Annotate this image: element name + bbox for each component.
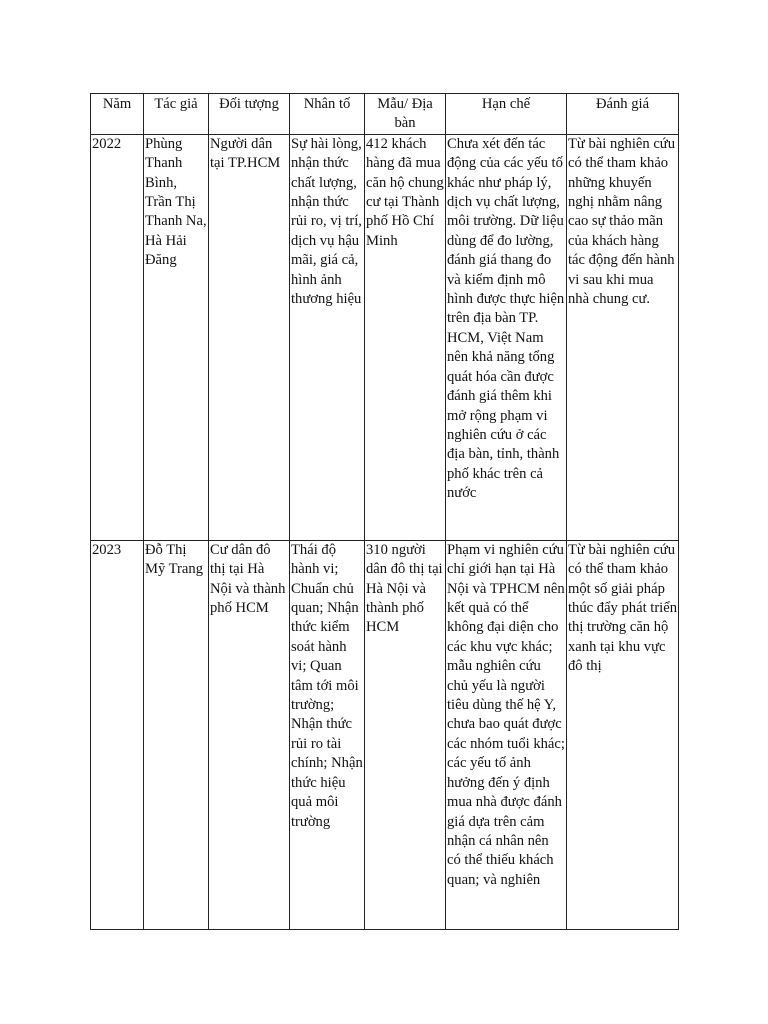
cell-limitations: Phạm vi nghiên cứu chỉ giới hạn tại Hà Nội và TPHCM nên kết quả có thể không đại diện cho các khu vực khác; mẫu nghiên cứu chủ yếu là người tiêu dùng thế hệ Y, chưa bao quát được các nhóm tuổi khác; các yếu tố ảnh hưởng đến ý định mua nhà được đánh giá dựa trên cảm nhận cá nhân nên có thể thiếu khách quan; và nghiên (446, 540, 567, 929)
header-limitations: Hạn chế (446, 94, 567, 135)
cell-limitations: Chưa xét đến tác động của các yếu tố khác như pháp lý, dịch vụ chất lượng, môi trường. Dữ liệu dùng để đo lường, đánh giá thang đo và kiểm định mô hình được thực hiện trên địa bàn TP. HCM, Việt Nam nên khả năng tổng quát hóa cần được đánh giá thêm khi mở rộng phạm vi nghiên cứu ở các địa bàn, tỉnh, thành phố khác trên cả nước (446, 134, 567, 540)
cell-evaluation: Từ bài nghiên cứu có thể tham khảo một số giải pháp thúc đẩy phát triển thị trường căn hộ xanh tại khu vực đô thị (567, 540, 679, 929)
header-evaluation: Đánh giá (567, 94, 679, 135)
cell-author: Đỗ Thị Mỹ Trang (144, 540, 209, 929)
cell-sample: 412 khách hàng đã mua căn hộ chung cư tại Thành phố Hồ Chí Minh (365, 134, 446, 540)
cell-subject: Cư dân đô thị tại Hà Nội và thành phố HCM (209, 540, 290, 929)
cell-factors: Thái độ hành vi; Chuẩn chủ quan; Nhận thức kiểm soát hành vi; Quan tâm tới môi trường; Nhận thức rủi ro tài chính; Nhận thức hiệu quả môi trường (290, 540, 365, 929)
header-year: Năm (91, 94, 144, 135)
header-author: Tác giả (144, 94, 209, 135)
cell-subject: Người dân tại TP.HCM (209, 134, 290, 540)
table-header-row (91, 94, 679, 135)
cell-evaluation: Từ bài nghiên cứu có thể tham khảo những khuyến nghị nhằm nâng cao sự thảo mãn của khách hàng tác động đến hành vi sau khi mua nhà chung cư. (567, 134, 679, 540)
literature-review-table (90, 93, 679, 930)
cell-sample: 310 người dân đô thị tại Hà Nội và thành phố HCM (365, 540, 446, 929)
table-row (91, 540, 679, 929)
table-row (91, 134, 679, 540)
header-factors: Nhân tố (290, 94, 365, 135)
header-sample: Mẫu/ Địa bàn (365, 94, 446, 135)
cell-year: 2023 (91, 540, 144, 929)
cell-author: Phùng Thanh Bình, Trần Thị Thanh Na, Hà Hải Đăng (144, 134, 209, 540)
header-subject: Đối tượng (209, 94, 290, 135)
cell-factors: Sự hài lòng, nhận thức chất lượng, nhận thức rủi ro, vị trí, dịch vụ hậu mãi, giá cả, hình ảnh thương hiệu (290, 134, 365, 540)
cell-year: 2022 (91, 134, 144, 540)
